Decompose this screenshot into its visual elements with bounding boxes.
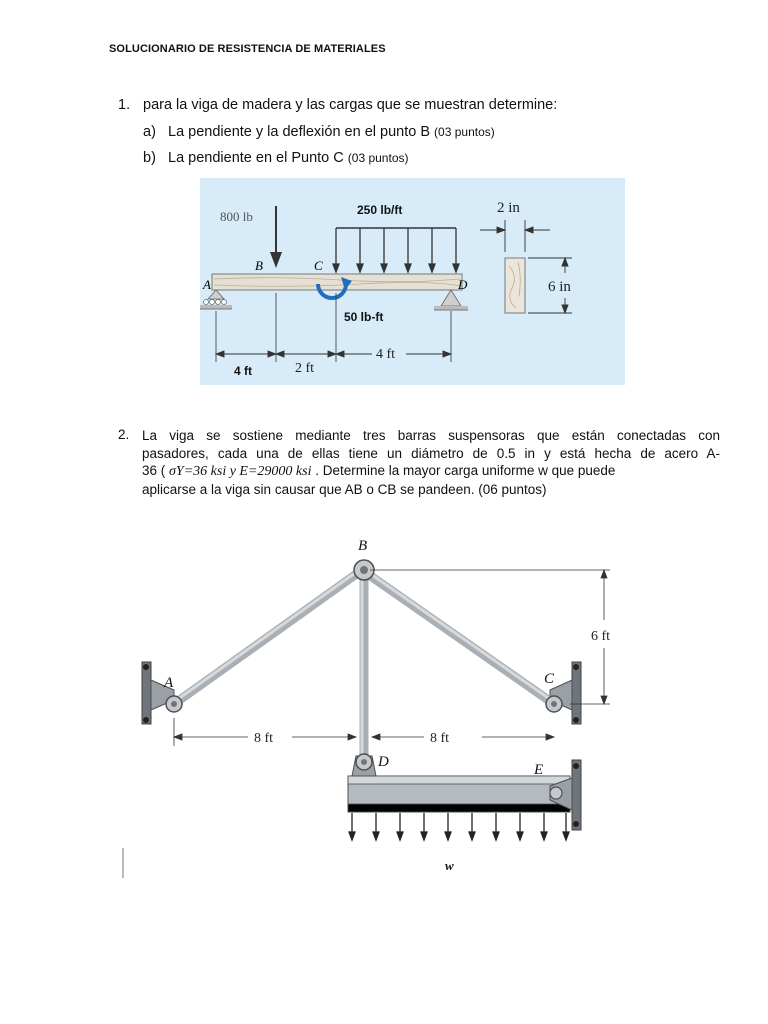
point-a-label: A [203,277,211,292]
wall-bracket-a [142,662,151,724]
problem2-line1: La viga se sostiene mediante tres barras suspensoras que están conectadas con [142,428,720,443]
frame-label-c: C [544,671,555,687]
problem1-b-question: La pendiente en el Punto C [168,150,344,166]
problem2-line3-start: 36 ( [142,463,166,478]
uniform-load-arrows [349,813,569,840]
ground-a [200,305,232,309]
bar-ab-highlight [174,568,362,702]
moment-label: 50 lb-ft [344,310,384,324]
problem2-formula: σY=36 ksi y E=29000 ksi [169,464,312,479]
document-title: SOLUCIONARIO DE RESISTENCIA DE MATERIALES [109,43,386,55]
problem1-number: 1. [118,97,131,113]
figure-beam-diagram [200,178,625,385]
dimension-4ft-label: 4 ft [234,364,252,378]
wall-bracket-c [572,662,581,724]
margin-mark [122,848,124,878]
point-load-label: 800 lb [220,209,253,224]
bar-ab [174,570,362,704]
section-width-label: 2 in [497,200,520,216]
dimension-2ft-label: 2 ft [295,361,315,376]
bar-cb-highlight [362,568,554,702]
pin-d [356,754,372,770]
frame-label-d: D [378,754,389,770]
point-c-label: C [314,258,323,273]
dimension-left-8ft: 8 ft [254,731,274,746]
point-b-label: B [255,258,263,273]
problem1-a-points: (03 puntos) [434,125,495,139]
problem2-statement [142,427,720,498]
pin-c [546,696,562,712]
problem1-intro: para la viga de madera y las cargas que se muestran determine: [143,97,558,113]
dimension-right-8ft: 8 ft [430,731,450,746]
problem2-line4: aplicarse a la viga sin causar que AB o CB se pandeen. (06 puntos) [142,481,547,497]
point-d-label: D [458,277,468,292]
problem1-b-letter: b) [143,150,156,166]
pin-e [550,787,562,799]
figure-frame-diagram [130,530,620,875]
wood-beam [212,274,462,290]
problem2-number: 2. [118,427,130,442]
section-height-label: 6 in [548,279,571,295]
frame-label-e: E [534,762,544,778]
bar-cb [362,570,554,704]
problem1-a-question: La pendiente y la deflexión en el punto B [168,124,431,140]
beam-de-bottom-flange [348,804,570,812]
ground-d [434,306,468,310]
dimension-height-6ft: 6 ft [591,629,611,644]
wall-bracket-e [572,760,581,830]
frame-label-a: A [164,675,174,691]
distributed-load-label: 250 lb/ft [357,203,403,217]
dimension-4ft-b-label: 4 ft [376,347,396,362]
problem1-a-letter: a) [143,124,156,140]
beam-cross-section [505,258,525,313]
problem1-b-text [168,151,408,166]
frame-label-b: B [358,538,368,554]
pin-a [166,696,182,712]
uniform-load-label: w [445,858,454,873]
problem1-b-points: (03 puntos) [347,151,409,165]
problem1-a-text [168,125,495,140]
problem2-line2: pasadores, cada una de ellas tiene un diámetro de 0.5 in y está hecha de acero A- [142,445,720,461]
problem2-line3 [142,462,720,481]
problem2-line3-end: . Determine la mayor carga uniforme w que puede [315,463,616,478]
